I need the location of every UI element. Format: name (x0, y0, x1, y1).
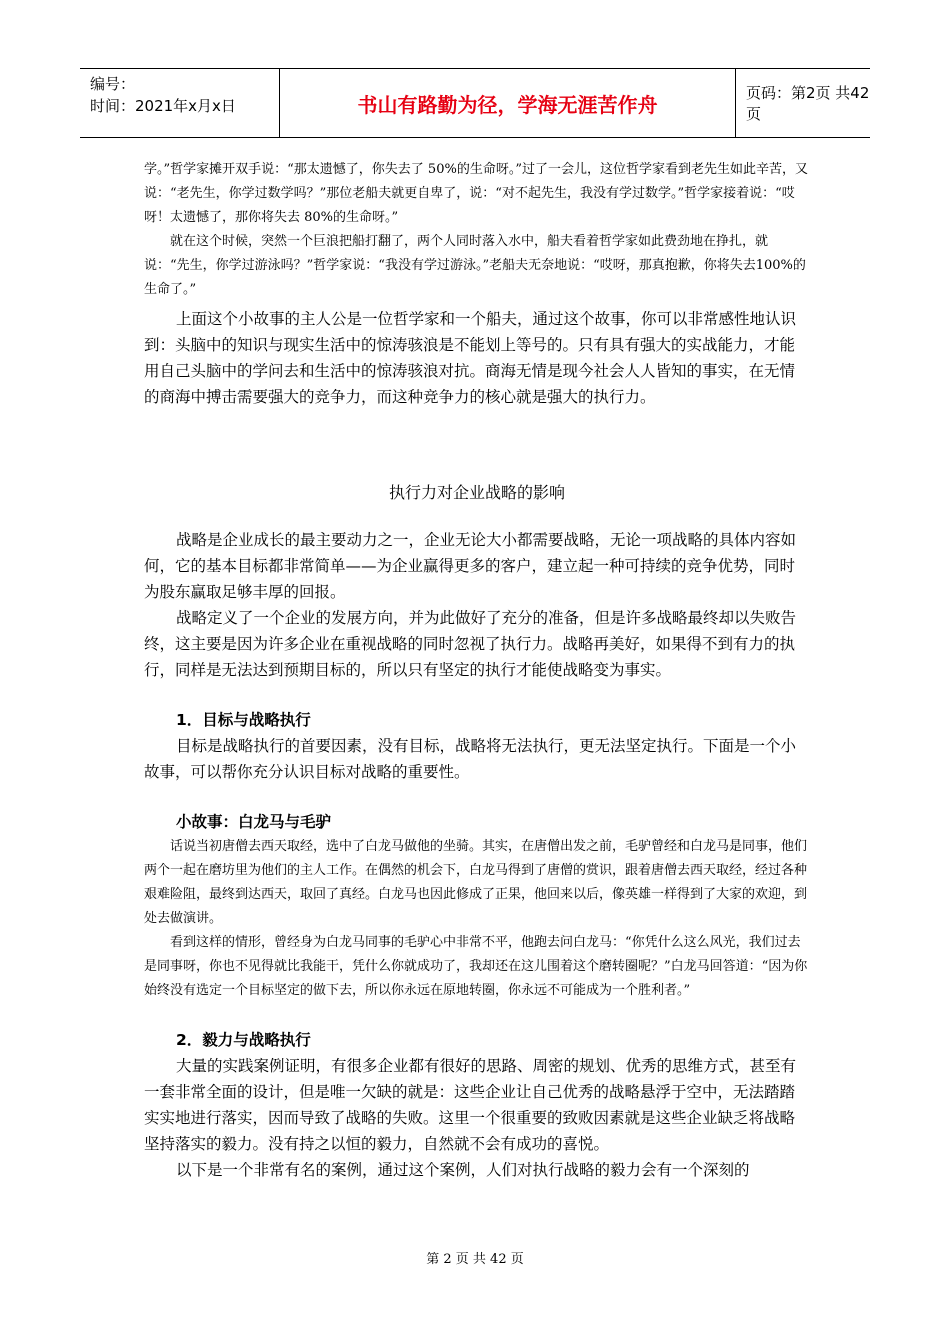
paragraph-2: 战略是企业成长的最主要动力之一，企业无论大小都需要战略，无论一项战略的具体内容如何，它的基本目标都非常简单——为企业赢得更多的客户，建立起一种可持续的竞争优势，同时为股东赢取足够丰厚的回报。 (144, 531, 797, 601)
story1-paragraph-2: 就在这个时候，突然一个巨浪把船打翻了，两个人同时落入水中，船夫看着哲学家如此费劲地在挣扎，就说：“先生，你学过游泳吗？”哲学家说：“我没有学过游泳。”老船夫无奈地说：“哎呀，那真抱歉，你将失去100%的生命了。” (144, 234, 806, 297)
paragraph-4: 目标是战略执行的首要因素，没有目标，战略将无法执行，更无法坚定执行。下面是一个小故事，可以帮你充分认识目标对战略的重要性。 (144, 737, 797, 781)
story2-paragraph-2: 看到这样的情形，曾经身为白龙马同事的毛驴心中非常不平，他跑去问白龙马：“你凭什么这么风光，我们过去是同事呀，你也不见得就比我能干，凭什么你就成功了，我却还在这儿围着这个磨转圈呢？”白龙马回答道：“因为你始终没有选定一个目标坚定的做下去，所以你永远在原地转圈，你永远不可能成为一个胜利者。” (144, 935, 808, 998)
story2-paragraph-1: 话说当初唐僧去西天取经，选中了白龙马做他的坐骑。其实，在唐僧出发之前，毛驴曾经和白龙马是同事，他们两个一起在磨坊里为他们的主人工作。在偶然的机会下，白龙马得到了唐僧的赏识，跟着唐僧去西天取经，经过各种艰难险阻，最终到达西天，取回了真经。白龙马也因此修成了正果，他回来以后，像英雄一样得到了大家的欢迎，到处去做演讲。 (144, 839, 808, 926)
story-title: 小故事：白龙马与毛驴 (176, 813, 332, 831)
paragraph-1: 上面这个小故事的主人公是一位哲学家和一个船夫，通过这个故事，你可以非常感性地认识到：头脑中的知识与现实生活中的惊涛骇浪是不能划上等号的。只有具有强大的实战能力，才能用自己头脑中的学问去和生活中的惊涛骇浪对抗。商海无情是现今社会人人皆知的事实，在无情的商海中搏击需要强大的竞争力，而这种竞争力的核心就是强大的执行力。 (144, 310, 797, 406)
header-page-info: 页码：第2页 共42页 (746, 84, 870, 123)
page-footer: 第 2 页 共 42 页 (426, 1252, 524, 1267)
paragraph-5: 大量的实践案例证明，有很多企业都有很好的思路、周密的规划、优秀的思维方式，甚至有一套非常全面的设计，但是唯一欠缺的就是：这些企业让自己优秀的战略悬浮于空中，无法踏踏实实地进行落实，因而导致了战略的失败。这里一个很重要的致败因素就是这些企业缺乏将战略坚持落实的毅力。没有持之以恒的毅力，自然就不会有成功的喜悦。 (144, 1057, 797, 1153)
section-title: 执行力对企业战略的影响 (388, 483, 565, 502)
page-header (80, 68, 870, 138)
story1-paragraph-1: 学。”哲学家摊开双手说：“那太遗憾了，你失去了 50%的生命呀。”过了一会儿，这位哲学家看到老先生如此辛苦，又说：“老先生，你学过数学吗？”那位老船夫就更自卑了，说：“对不起先生，我没有学过数学。”哲学家接着说：“哎呀！太遗憾了，那你将失去 80%的生命呀。” (144, 162, 808, 225)
paragraph-6: 以下是一个非常有名的案例，通过这个案例，人们对执行战略的毅力会有一个深刻的 (176, 1161, 750, 1179)
number-label: 编号： (90, 75, 136, 93)
header-motto: 书山有路勤为径，学海无涯苦作舟 (280, 69, 736, 137)
heading-perseverance: 2．毅力与战略执行 (176, 1031, 311, 1049)
header-meta (80, 69, 280, 137)
time-label: 时间：2021年x月x日 (90, 97, 236, 115)
heading-goal: 1．目标与战略执行 (176, 711, 311, 729)
paragraph-3: 战略定义了一个企业的发展方向，并为此做好了充分的准备，但是许多战略最终却以失败告终，这主要是因为许多企业在重视战略的同时忽视了执行力。战略再美好，如果得不到有力的执行，同样是无法达到预期目标的，所以只有坚定的执行才能使战略变为事实。 (144, 609, 797, 679)
document-body (144, 158, 810, 1183)
